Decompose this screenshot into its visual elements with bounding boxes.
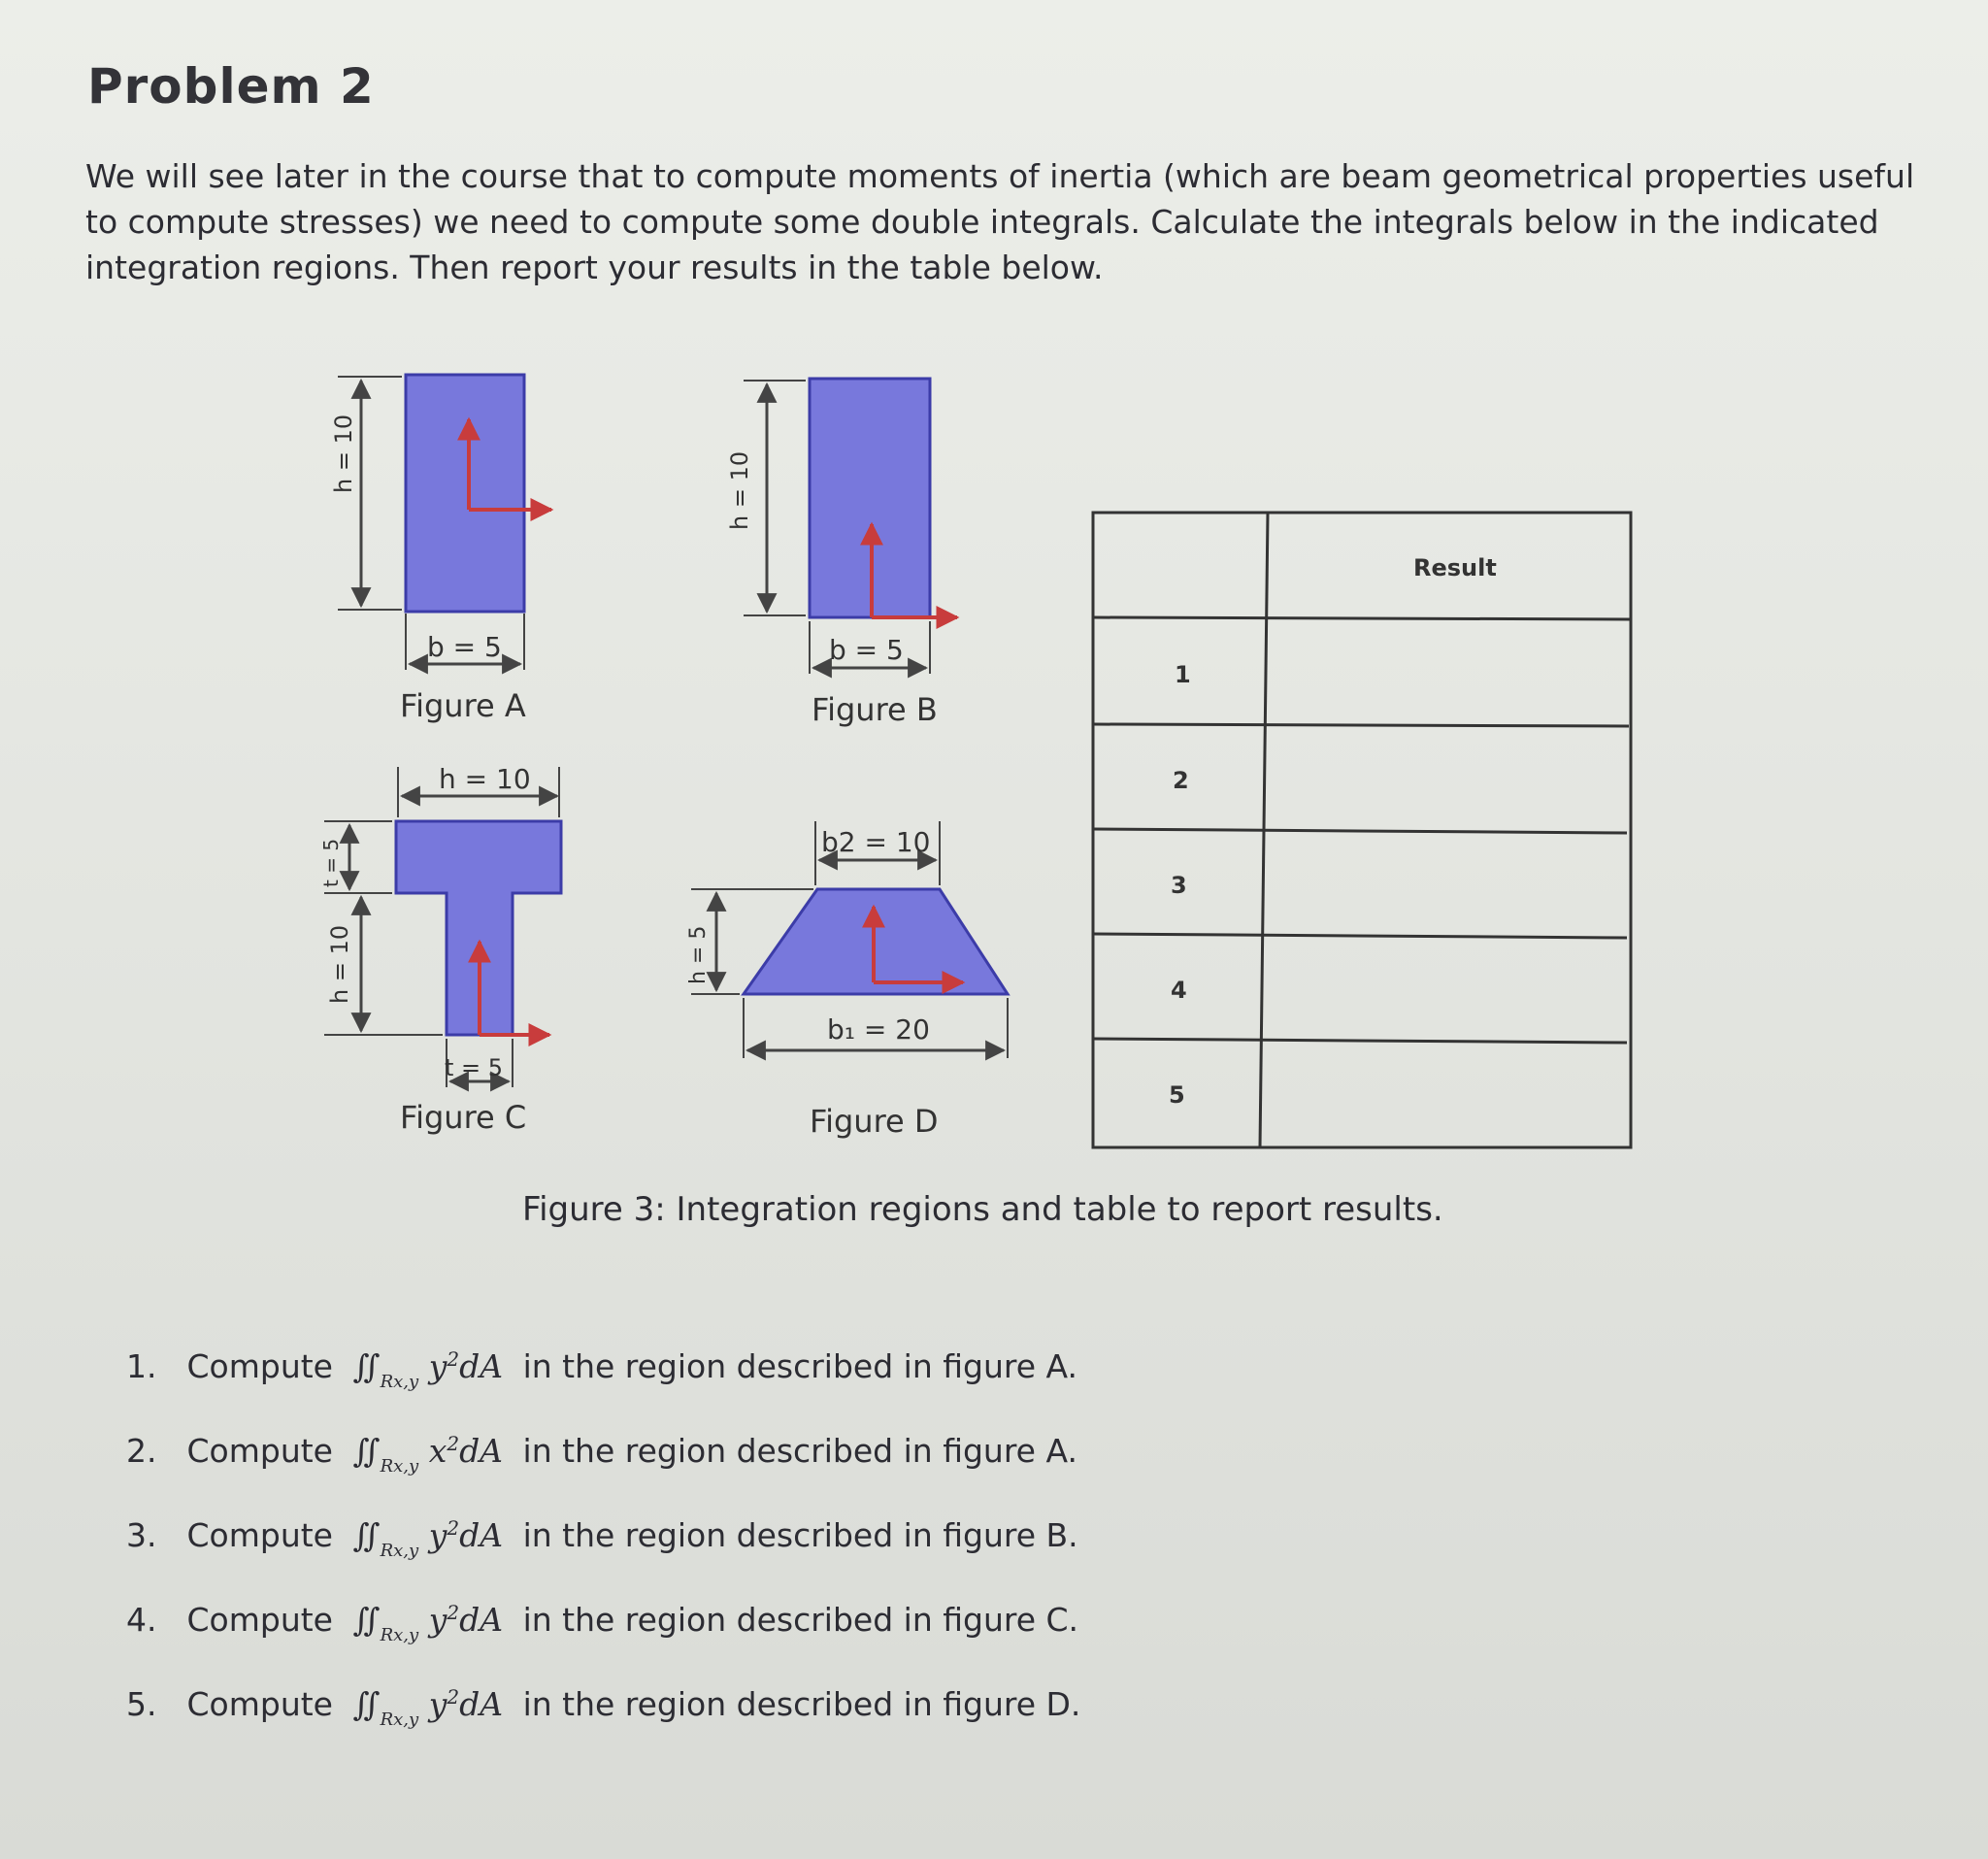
integral-sign: ∬ (352, 1432, 381, 1470)
figure-3-caption: Figure 3: Integration regions and table to report results. (522, 1190, 1443, 1229)
figure-d-caption: Figure D (810, 1103, 939, 1140)
integrand-power: 2 (447, 1685, 460, 1709)
integrand-variable: y (428, 1347, 447, 1385)
task-suffix: in the region described in figure A. (522, 1347, 1077, 1385)
task-item (126, 1516, 1080, 1601)
integral-sign: ∬ (352, 1347, 381, 1385)
figure-c-caption: Figure C (400, 1099, 527, 1136)
integrand-variable: y (428, 1516, 447, 1554)
integral-sign: ∬ (352, 1516, 381, 1554)
figure-c-t-side-label: t = 5 (319, 838, 343, 887)
task-prefix: Compute (186, 1347, 333, 1385)
task-item (126, 1685, 1080, 1770)
task-integral (352, 1347, 504, 1392)
integrand-differential: dA (459, 1685, 504, 1723)
results-table-row-divider (1093, 1039, 1627, 1043)
figure-a-h-label: h = 10 (330, 414, 357, 493)
task-number: 1. (126, 1347, 157, 1385)
results-table (1093, 513, 1631, 1147)
figure-a-rectangle (406, 375, 524, 612)
task-integral (352, 1516, 504, 1561)
task-number: 2. (126, 1432, 157, 1470)
figure-a-caption: Figure A (400, 687, 526, 724)
integral-region (381, 1541, 419, 1561)
integrand-power: 2 (447, 1601, 460, 1624)
figure-a (330, 375, 551, 724)
task-number: 3. (126, 1516, 157, 1554)
results-table-row-divider (1093, 617, 1631, 619)
integral-region-letter: R (380, 1710, 394, 1730)
figure-b-caption: Figure B (812, 691, 938, 728)
integral-region-letter: R (380, 1372, 394, 1392)
results-table-row-divider (1093, 724, 1629, 726)
integrand-variable: x (428, 1432, 447, 1470)
task-item (126, 1347, 1080, 1432)
task-suffix: in the region described in figure D. (522, 1685, 1081, 1723)
integrand-differential: dA (459, 1347, 504, 1385)
task-list (126, 1347, 1080, 1770)
task-number: 4. (126, 1601, 157, 1639)
task-integral (352, 1685, 504, 1730)
intro-line: We will see later in the course that to compute moments of inertia (which are beam geometrical properties useful (85, 157, 1915, 195)
integrand-differential: dA (459, 1432, 504, 1470)
integrand-power: 2 (447, 1432, 460, 1455)
results-row-label: 1 (1175, 661, 1191, 688)
figure-a-b-label: b = 5 (427, 631, 502, 663)
results-row-label: 2 (1173, 767, 1189, 794)
results-row-label: 5 (1169, 1081, 1185, 1109)
figure-b-b-label: b = 5 (829, 634, 904, 666)
integral-region-letter: R (380, 1625, 394, 1645)
figure-c (319, 763, 561, 1136)
integral-region (381, 1710, 419, 1730)
task-suffix: in the region described in figure B. (522, 1516, 1078, 1554)
figure-b-h-label: h = 10 (726, 450, 753, 530)
integrand-power: 2 (447, 1516, 460, 1540)
results-row-label: 3 (1171, 872, 1187, 899)
integral-region-letter: R (380, 1456, 394, 1477)
results-row-label: 4 (1171, 977, 1187, 1004)
figure-c-h-side-label: h = 10 (326, 924, 353, 1004)
results-header: Result (1413, 554, 1497, 581)
figure-c-h-top-label: h = 10 (439, 763, 531, 795)
task-suffix: in the region described in figure C. (522, 1601, 1079, 1639)
figure-d (686, 821, 1008, 1140)
task-item (126, 1432, 1080, 1516)
results-table-row-divider (1093, 829, 1627, 833)
task-prefix: Compute (186, 1601, 333, 1639)
integrand-power: 2 (447, 1347, 460, 1371)
task-number: 5. (126, 1685, 157, 1723)
figure-d-b2-label: b2 = 10 (821, 826, 931, 858)
integral-region-sub: x,y (393, 1625, 419, 1645)
figure-d-h-label: h = 5 (686, 925, 711, 984)
integral-region-sub: x,y (393, 1456, 419, 1477)
task-prefix: Compute (186, 1685, 333, 1723)
integral-region (381, 1625, 419, 1645)
task-item (126, 1601, 1080, 1685)
integrand-variable: y (428, 1601, 447, 1639)
problem-title: Problem 2 (87, 58, 375, 115)
integral-region-sub: x,y (393, 1710, 419, 1730)
integral-region-sub: x,y (393, 1541, 419, 1561)
integral-sign: ∬ (352, 1601, 381, 1639)
figure-d-b1-label: b₁ = 20 (827, 1013, 930, 1046)
intro-line: to compute stresses) we need to compute some double integrals. Calculate the integrals below in the indicated (85, 203, 1879, 241)
task-prefix: Compute (186, 1432, 333, 1470)
intro-line: integration regions. Then report your results in the table below. (85, 249, 1104, 286)
task-integral (352, 1432, 504, 1477)
task-prefix: Compute (186, 1516, 333, 1554)
results-table-row-divider (1093, 934, 1627, 938)
integral-region (381, 1372, 419, 1392)
integral-region-sub: x,y (393, 1372, 419, 1392)
integrand-variable: y (428, 1685, 447, 1723)
integrand-differential: dA (459, 1516, 504, 1554)
task-integral (352, 1601, 504, 1645)
figure-c-t-bottom-label: t = 5 (445, 1054, 504, 1081)
integral-region (381, 1456, 419, 1477)
figure-b (726, 379, 957, 728)
integral-region-letter: R (380, 1541, 394, 1561)
integrand-differential: dA (459, 1601, 504, 1639)
integral-sign: ∬ (352, 1685, 381, 1723)
task-suffix: in the region described in figure A. (522, 1432, 1077, 1470)
